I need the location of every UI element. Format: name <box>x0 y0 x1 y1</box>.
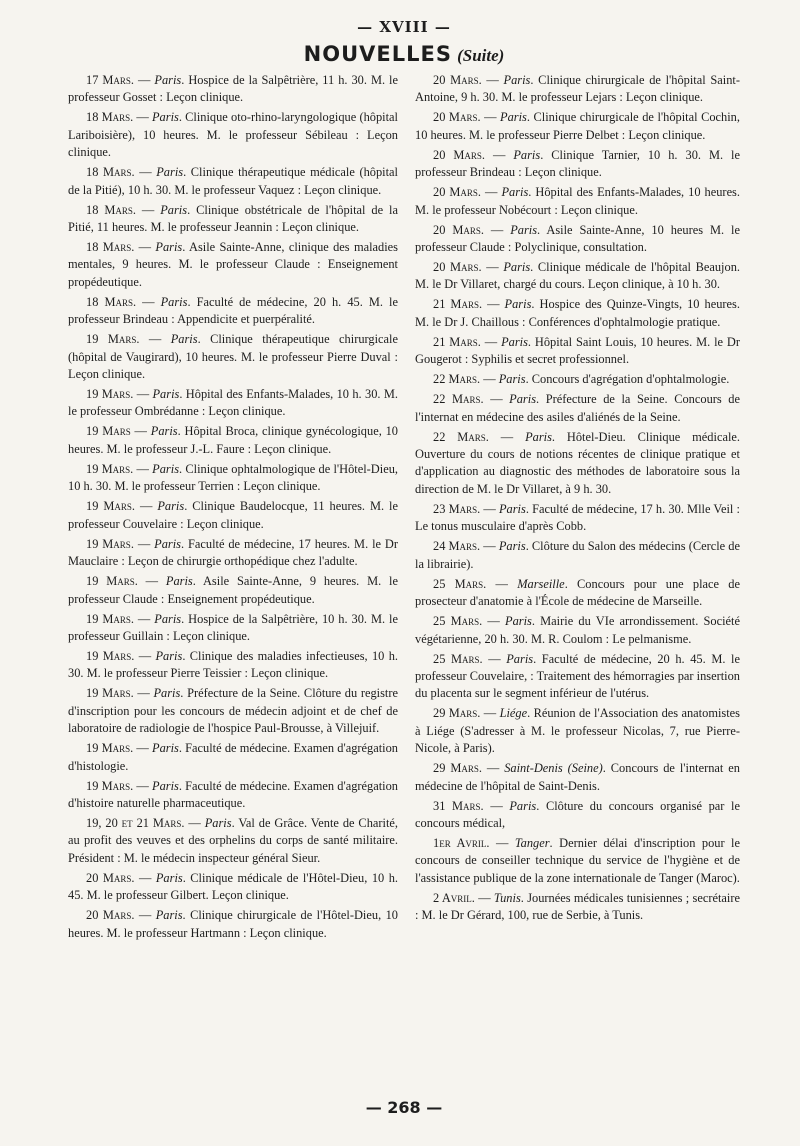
entry-date: 21 Mars. <box>433 297 483 312</box>
news-entry: 18 Mars. — Paris. Clinique obstétricale de l'hôpital de la Pitié, 11 heures. M. le professeur Jeannin : Leçon clinique. <box>68 202 398 235</box>
entry-text: . Mairie du VIe arrondissement. Société végétarienne, 20 h. 30. M. R. Coulom : Le pelmanisme. <box>415 614 740 646</box>
news-entry: 29 Mars. — Liége. Réunion de l'Association des anatomistes à Liége (S'adresser à M. le professeur Nicolas, 7, rue Pierre-Nicole, à Paris). <box>415 706 740 756</box>
news-entry: 19 Mars. — Paris. Hôpital des Enfants-Malades, 10 h. 30. M. le professeur Ombrédanne : Leçon clinique. <box>68 387 398 419</box>
entry-date: 20 Mars. <box>433 73 482 87</box>
entry-date: 20 Mars. <box>433 110 481 125</box>
entry-place: Paris <box>154 611 182 626</box>
news-entry: 19 Mars. — Paris. Faculté de médecine. Examen d'agrégation d'histoire naturelle pharmaceutique. <box>68 778 398 810</box>
entry-text: . Hôpital des Enfants-Malades, 10 heures. M. le professeur Nobécourt : Leçon clinique. <box>415 185 740 217</box>
entry-date: 18 Mars. <box>86 294 137 309</box>
entry-place: Paris <box>498 372 526 387</box>
entry-date: 24 Mars. <box>433 539 481 554</box>
entry-date: 20 Mars. <box>433 147 485 162</box>
entry-date: 19 Mars. <box>86 648 135 663</box>
entry-date: 22 Mars. <box>433 372 481 387</box>
news-entry: 20 Mars. — Paris. Clinique Tarnier, 10 h. 30. M. le professeur Brindeau : Leçon clinique. <box>415 147 740 180</box>
entry-place: Paris <box>498 539 526 554</box>
news-entry: 19 Mars — Paris. Hôpital Broca, clinique gynécologique, 10 heures. M. le professeur J.-L. Faure : Leçon clinique. <box>68 424 398 456</box>
news-entry: 22 Mars. — Paris. Hôtel-Dieu. Clinique médicale. Ouverture du cours de notions récentes de clinique pratique et d'application au diagnostic des méthodes de laboratoire sous la direction de M. le Dr Villaret, à 9 h. 30. <box>415 429 740 496</box>
news-entry: 19 Mars. — Paris. Préfecture de la Seine. Clôture du registre d'inscription pour les concours de médecin adjoint et de chef de laboratoire de radiologie de l'hospice Paul-Brousse, à Villejuif. <box>68 686 398 736</box>
news-entry: 22 Mars. — Paris. Concours d'agrégation d'ophtalmologie. <box>433 372 730 387</box>
entry-text: . Préfecture de la Seine. Clôture du registre d'inscription pour les concours de médecin adjoint et de chef de laboratoire de radiologie de l'hospice Paul-Brousse, à Villejuif. <box>68 686 398 736</box>
folio: — XVIII — <box>357 18 451 36</box>
entry-date: 18 Mars. <box>86 110 134 125</box>
entry-place: Paris <box>155 870 183 885</box>
entry-text: . Clôture du concours organisé par le concours médical, <box>415 798 740 830</box>
news-entry: 18 Mars. — Paris. Clinique thérapeutique médicale (hôpital de la Pitié), 10 h. 30. M. le professeur Vaquez : Leçon clinique. <box>68 165 398 197</box>
entry-place: Paris <box>506 651 534 666</box>
entry-date: 19 Mars. <box>86 332 140 347</box>
entry-date: 19 Mars. <box>86 574 138 589</box>
news-columns <box>68 72 740 1092</box>
entry-text: . Hospice de la Salpêtrière, 11 h. 30. M. le professeur Gosset : Leçon clinique. <box>68 73 399 105</box>
news-entry: 18 Mars. — Paris. Asile Sainte-Anne, clinique des maladies mentales, 9 heures. M. le professeur Claude : Enseignement propédeutique. <box>68 240 398 289</box>
entry-text: . Faculté de médecine, 17 h. 30. Mlle Veil : Le tonus musculaire d'après Cobb. <box>415 501 740 534</box>
news-entry: 19 Mars. — Paris. Clinique thérapeutique chirurgicale (hôpital de Vaugirard), 10 heures. M. le professeur Pierre Duval : Leçon clinique. <box>68 332 398 382</box>
news-entry: 20 Mars. — Paris. Hôpital des Enfants-Malades, 10 heures. M. le professeur Nobécourt : Leçon clinique. <box>415 185 740 217</box>
entry-text: . Asile Sainte-Anne, 9 heures. M. le professeur Claude : Enseignement propédeutique. <box>68 574 398 606</box>
entry-date: 31 Mars. <box>433 798 484 813</box>
entry-date: 20 Mars. <box>86 908 135 923</box>
entry-place: Paris <box>155 240 183 255</box>
news-entry: 20 Mars. — Paris. Clinique chirurgicale de l'Hôtel-Dieu, 10 heures. M. le professeur Hartmann : Leçon clinique. <box>68 908 398 940</box>
news-entry: 19 Mars. — Paris. Asile Sainte-Anne, 9 heures. M. le professeur Claude : Enseignement propédeutique. <box>68 574 398 606</box>
entry-text: . Faculté de médecine. Examen d'agrégation d'histologie. <box>68 741 398 773</box>
entry-date: 29 Mars. <box>433 761 482 776</box>
entry-place: Marseille <box>517 576 565 591</box>
news-entry: 19 Mars. — Paris. Clinique des maladies infectieuses, 10 h. 30. M. le professeur Pierre Teissier : Leçon clinique. <box>68 648 398 681</box>
entry-text: . Faculté de médecine, 20 h. 45. M. le professeur Brindeau : Appendicite et puerpéralité. <box>68 294 398 327</box>
news-entry: 20 Mars. — Paris. Asile Sainte-Anne, 10 heures M. le professeur Claude : Polyclinique, consultation. <box>415 222 740 255</box>
entry-text: . Clinique chirurgicale de l'hôpital Cochin, 10 heures. M. le professeur Pierre Delbet : Leçon clinique. <box>415 110 740 142</box>
entry-place: Paris <box>170 332 198 347</box>
entry-text: . Concours pour une place de prosecteur d'anatomie à l'École de médecine de Marseille. <box>415 576 740 609</box>
right-column <box>415 72 740 1092</box>
entry-place: Paris <box>160 202 188 217</box>
news-entry: 25 Mars. — Marseille. Concours pour une place de prosecteur d'anatomie à l'École de médecine de Marseille. <box>415 576 740 609</box>
entry-place: Paris <box>160 294 188 309</box>
news-entry: 18 Mars. — Paris. Clinique oto-rhino-laryngologique (hôpital Lariboisière), 10 heures. M. le professeur Sébileau : Leçon clinique. <box>68 110 398 160</box>
entry-place: Paris <box>498 501 526 516</box>
entry-date: 18 Mars. <box>86 202 136 217</box>
entry-place: Paris <box>503 73 531 87</box>
entry-text: . Concours de l'internat en médecine de l'hôpital de Saint-Denis. <box>415 761 740 793</box>
entry-date: 19 Mars <box>86 424 131 439</box>
page-number: — 268 — <box>365 1098 443 1117</box>
entry-date: 20 Mars. <box>433 222 484 237</box>
entry-place: Paris <box>157 499 185 514</box>
entry-date: 29 Mars. <box>433 706 481 721</box>
entry-text: . Préfecture de la Seine. Concours de l'internat en médecine des asiles d'aliénés de la Seine. <box>415 392 740 424</box>
entry-place: Paris <box>204 815 232 830</box>
entry-place: Paris <box>152 741 179 756</box>
entry-place: Paris <box>513 147 541 162</box>
entry-date: 2 Avril. <box>433 890 475 905</box>
news-entry: 29 Mars. — Saint-Denis (Seine). Concours de l'internat en médecine de l'hôpital de Saint-Denis. <box>415 761 740 793</box>
entry-date: 19 Mars. <box>86 778 134 793</box>
entry-place: Paris <box>501 185 529 200</box>
entry-text: . Hôtel-Dieu. Clinique médicale. Ouverture du cours de notions récentes de clinique pratique et d'application au diagnostic des méthodes de laboratoire sous la direction de M. le Dr Villaret, à 9 h. 30. <box>415 429 740 496</box>
entry-place: Paris <box>152 461 180 476</box>
entry-date: 19 Mars. <box>86 741 134 756</box>
entry-place: Paris <box>510 222 538 237</box>
entry-text: . Faculté de médecine. Examen d'agrégation d'histoire naturelle pharmaceutique. <box>68 778 398 810</box>
entry-date: 19 Mars. <box>86 461 134 476</box>
entry-text: . Hospice de la Salpêtrière, 10 h. 30. M. le professeur Guillain : Leçon clinique. <box>68 611 398 643</box>
entry-date: 20 Mars. <box>433 260 482 275</box>
entry-place: Paris <box>151 110 179 125</box>
entry-place: Saint-Denis (Seine) <box>504 761 603 776</box>
entry-place: Paris <box>509 798 537 813</box>
entry-date: 25 Mars. <box>433 651 483 666</box>
entry-text: . Clinique thérapeutique médicale (hôpital de la Pitié), 10 h. 30. M. le professeur Vaquez : Leçon clinique. <box>68 165 398 197</box>
entry-place: Paris <box>504 297 532 312</box>
entry-text: . Clinique des maladies infectieuses, 10 h. 30. M. le professeur Pierre Teissier : Leçon clinique. <box>68 648 398 681</box>
entry-place: Paris <box>152 778 179 793</box>
entry-place: Paris <box>501 334 528 349</box>
entry-place: Paris <box>500 110 527 125</box>
entry-date: 19 Mars. <box>86 499 135 514</box>
news-entry: 31 Mars. — Paris. Clôture du concours organisé par le concours médical, <box>415 798 740 830</box>
news-entry: 21 Mars. — Paris. Hospice des Quinze-Vingts, 10 heures. M. le Dr J. Chaillous : Conférences d'ophtalmologie pratique. <box>415 297 740 329</box>
entry-date: 17 Mars. <box>86 73 135 87</box>
entry-text: . Clinique Tarnier, 10 h. 30. M. le professeur Brindeau : Leçon clinique. <box>415 147 740 180</box>
news-entry: 19 Mars. — Paris. Hospice de la Salpêtrière, 10 h. 30. M. le professeur Guillain : Leçon clinique. <box>68 611 398 643</box>
entry-date: 18 Mars. <box>86 165 135 180</box>
entry-date: 21 Mars. <box>433 334 481 349</box>
entry-text: . Clôture du Salon des médecins (Cercle de la librairie). <box>415 539 740 571</box>
entry-place: Paris <box>154 73 182 87</box>
entry-date: 20 Mars. <box>86 870 135 885</box>
entry-place: Paris <box>155 648 183 663</box>
entry-text: . Clinique chirurgicale de l'Hôtel-Dieu, 10 heures. M. le professeur Hartmann : Leçon clinique. <box>68 908 398 940</box>
entry-date: 20 Mars. <box>433 185 482 200</box>
entry-text: . Val de Grâce. Vente de Charité, au profit des veuves et des orphelins du corps de santé militaire. Président : M. le médecin inspecteur général Sieur. <box>68 815 399 865</box>
news-entry: 19 Mars. — Paris. Faculté de médecine, 17 heures. M. le Dr Mauclaire : Leçon de chirurgie orthopédique chez l'adulte. <box>68 536 398 569</box>
entry-date: 25 Mars. <box>433 576 487 591</box>
entry-text: . Clinique médicale de l'hôpital Beaujon. M. le Dr Villaret, chargé du cours. Leçon clinique, à 10 h. 30. <box>415 260 740 292</box>
news-entry: 1er Avril. — Tanger. Dernier délai d'inscription pour le concours de conseiller technique du service de l'hygiène et de l'assistance publique de la zone internationale de Tanger (Maroc). <box>415 835 740 885</box>
news-entry: 25 Mars. — Paris. Mairie du VIe arrondissement. Société végétarienne, 20 h. 30. M. R. Coulom : Le pelmanisme. <box>415 614 740 646</box>
entry-text: . Clinique ophtalmologique de l'Hôtel-Dieu, 10 h. 30. M. le professeur Terrien : Leçon clinique. <box>68 461 398 494</box>
entry-text: . Asile Sainte-Anne, clinique des maladies mentales, 9 heures. M. le professeur Claude : Enseignement propédeutique. <box>68 240 398 289</box>
entry-text: . Hospice des Quinze-Vingts, 10 heures. M. le Dr J. Chaillous : Conférences d'ophtalmologie pratique. <box>415 297 740 329</box>
entry-date: 19, 20 et 21 Mars. <box>86 815 185 830</box>
news-entry: 19 Mars. — Paris. Clinique Baudelocque, 11 heures. M. le professeur Couvelaire : Leçon clinique. <box>68 499 398 531</box>
entry-place: Paris <box>152 387 180 402</box>
entry-place: Paris <box>154 536 181 551</box>
entry-text: . Concours d'agrégation d'ophtalmologie. <box>525 372 730 387</box>
entry-text: . Hôpital Saint Louis, 10 heures. M. le Dr Gougerot : Syphilis et secret professionnel. <box>415 334 740 367</box>
entry-date: 22 Mars. <box>433 429 489 444</box>
entry-text: . Clinique oto-rhino-laryngologique (hôpital Lariboisière), 10 heures. M. le professeur Sébileau : Leçon clinique. <box>68 110 398 160</box>
entry-place: Liége <box>499 706 528 721</box>
news-entry: 24 Mars. — Paris. Clôture du Salon des médecins (Cercle de la librairie). <box>415 539 740 571</box>
entry-place: Paris <box>165 574 193 589</box>
entry-text: . Clinique obstétricale de l'hôpital de la Pitié, 11 heures. M. le professeur Jeannin : Leçon clinique. <box>68 202 398 235</box>
entry-place: Paris <box>156 165 184 180</box>
section-title-subtitle: (Suite) <box>457 46 505 65</box>
entry-place: Paris <box>153 686 181 701</box>
entry-place: Paris <box>525 429 552 444</box>
news-entry: 19 Mars. — Paris. Faculté de médecine. Examen d'agrégation d'histologie. <box>68 741 398 773</box>
entry-text: . Clinique médicale de l'Hôtel-Dieu, 10 h. 45. M. le professeur Gilbert. Leçon clinique. <box>68 870 398 903</box>
entry-place: Paris <box>505 614 532 629</box>
entry-place: Paris <box>509 392 537 407</box>
entry-date: 19 Mars. <box>86 611 134 626</box>
section-title <box>68 42 740 72</box>
entry-place: Tunis <box>493 890 521 905</box>
entry-text: . Dernier délai d'inscription pour le concours de conseiller technique du service de l'hygiène et de l'assistance publique de la zone internationale de Tanger (Maroc). <box>415 835 740 885</box>
entry-date: 19 Mars. <box>86 387 134 402</box>
news-entry: 22 Mars. — Paris. Préfecture de la Seine. Concours de l'internat en médecine des asiles d'aliénés de la Seine. <box>415 392 740 424</box>
entry-text: . Hôpital des Enfants-Malades, 10 h. 30. M. le professeur Ombrédanne : Leçon clinique. <box>68 387 398 419</box>
entry-date: 22 Mars. <box>433 392 484 407</box>
entry-text: . Clinique chirurgicale de l'hôpital Saint-Antoine, 9 h. 30. M. le professeur Lejars : Leçon clinique. <box>415 73 740 105</box>
entry-text: . Clinique Baudelocque, 11 heures. M. le professeur Couvelaire : Leçon clinique. <box>68 499 398 531</box>
entry-text: . Clinique thérapeutique chirurgicale (hôpital de Vaugirard), 10 heures. M. le professeur Pierre Duval : Leçon clinique. <box>68 332 398 382</box>
entry-text: . Faculté de médecine, 20 h. 45. M. le professeur Couvelaire, : Traitement des hémorragies par insertion du placenta sur le segment inférieur de l'utérus. <box>415 651 740 701</box>
news-entry: 21 Mars. — Paris. Hôpital Saint Louis, 10 heures. M. le Dr Gougerot : Syphilis et secret professionnel. <box>415 334 740 367</box>
entry-text: . Réunion de l'Association des anatomistes à Liége (S'adresser à M. le professeur Nicolas, 7, rue Pierre-Nicole, à Paris). <box>415 706 740 756</box>
news-entry: 19, 20 et 21 Mars. — Paris. Val de Grâce. Vente de Charité, au profit des veuves et des orphelins du corps de santé militaire. Président : M. le médecin inspecteur général Sieur. <box>68 815 399 865</box>
news-entry: 20 Mars. — Paris. Clinique chirurgicale de l'hôpital Saint-Antoine, 9 h. 30. M. le professeur Lejars : Leçon clinique. <box>415 73 740 105</box>
news-entry: 18 Mars. — Paris. Faculté de médecine, 20 h. 45. M. le professeur Brindeau : Appendicite et puerpéralité. <box>68 294 398 327</box>
entry-text: . Journées médicales tunisiennes ; secrétaire : M. le Dr Gérard, 100, rue de Serbie, à Tunis. <box>415 890 740 923</box>
news-entry: 19 Mars. — Paris. Clinique ophtalmologique de l'Hôtel-Dieu, 10 h. 30. M. le professeur Terrien : Leçon clinique. <box>68 461 398 494</box>
news-entry: 17 Mars. — Paris. Hospice de la Salpêtrière, 11 h. 30. M. le professeur Gosset : Leçon clinique. <box>68 73 399 105</box>
news-entry: 20 Mars. — Paris. Clinique chirurgicale de l'hôpital Cochin, 10 heures. M. le professeur Pierre Delbet : Leçon clinique. <box>415 110 740 142</box>
news-entry: 2 Avril. — Tunis. Journées médicales tunisiennes ; secrétaire : M. le Dr Gérard, 100, rue de Serbie, à Tunis. <box>415 890 740 923</box>
news-entry: 23 Mars. — Paris. Faculté de médecine, 17 h. 30. Mlle Veil : Le tonus musculaire d'après Cobb. <box>415 501 740 534</box>
entry-place: Tanger <box>514 835 550 850</box>
entry-text: . Faculté de médecine, 17 heures. M. le Dr Mauclaire : Leçon de chirurgie orthopédique chez l'adulte. <box>68 536 398 569</box>
entry-date: 19 Mars. <box>86 686 134 701</box>
entry-date: 19 Mars. <box>86 536 134 551</box>
entry-place: Paris <box>503 260 531 275</box>
news-entry: 20 Mars. — Paris. Clinique médicale de l'Hôtel-Dieu, 10 h. 45. M. le professeur Gilbert. Leçon clinique. <box>68 870 398 903</box>
news-entry: 20 Mars. — Paris. Clinique médicale de l'hôpital Beaujon. M. le Dr Villaret, chargé du cours. Leçon clinique, à 10 h. 30. <box>415 260 740 292</box>
entry-place: Paris <box>155 908 183 923</box>
entry-text: . Asile Sainte-Anne, 10 heures M. le professeur Claude : Polyclinique, consultation. <box>415 222 740 255</box>
entry-date: 18 Mars. <box>86 240 135 255</box>
news-entry: 25 Mars. — Paris. Faculté de médecine, 20 h. 45. M. le professeur Couvelaire, : Traitement des hémorragies par insertion du placenta sur le segment inférieur de l'utérus. <box>415 651 740 701</box>
section-title-main: NOUVELLES <box>303 42 452 66</box>
left-column <box>68 72 398 1092</box>
entry-text: . Hôpital Broca, clinique gynécologique, 10 heures. M. le professeur J.-L. Faure : Leçon clinique. <box>68 424 398 456</box>
entry-place: Paris <box>150 424 178 439</box>
entry-date: 1er Avril. <box>433 835 490 850</box>
entry-date: 25 Mars. <box>433 614 483 629</box>
entry-date: 23 Mars. <box>433 501 481 516</box>
